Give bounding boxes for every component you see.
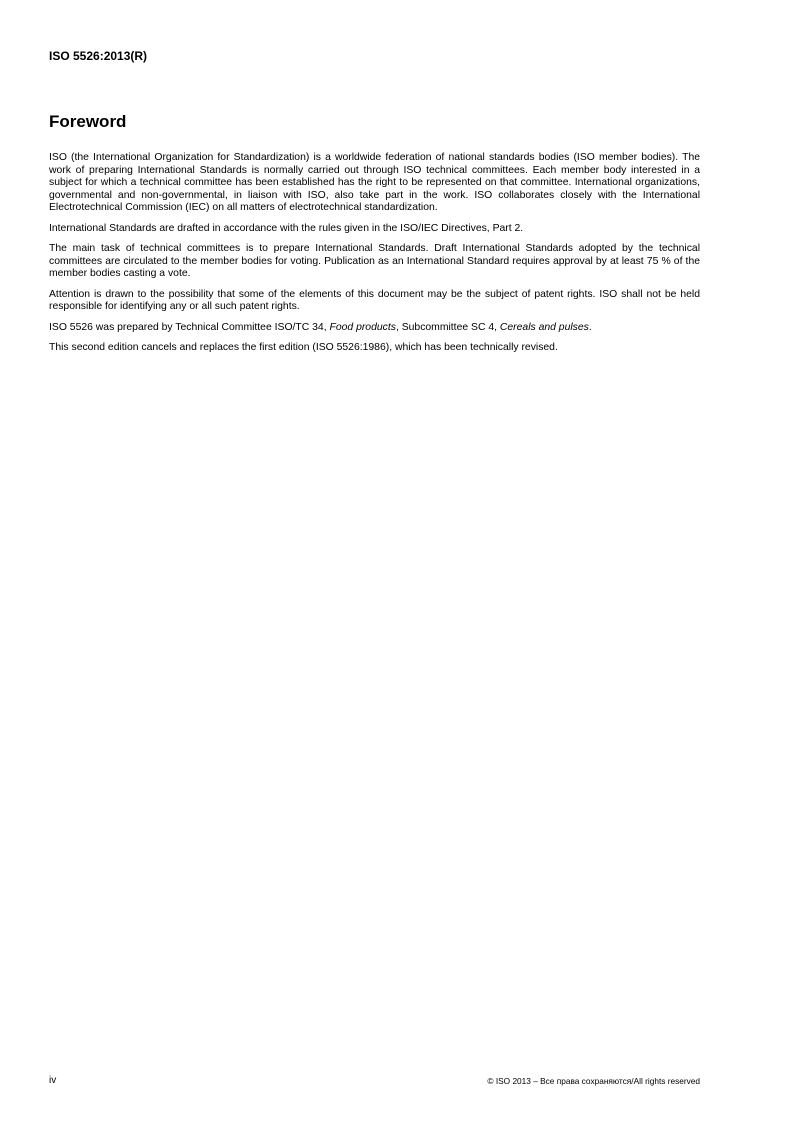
- foreword-body: [49, 152, 700, 363]
- page-number: iv: [49, 1075, 57, 1086]
- paragraph-edition: This second edition cancels and replaces the first edition (ISO 5526:1986), which has been technically revised.: [49, 342, 558, 353]
- copyright-notice: © ISO 2013 – Все права сохраняются/All rights reserved: [487, 1076, 700, 1086]
- prepared-by-prefix: ISO 5526 was prepared by Technical Committee ISO/TC 34,: [49, 321, 330, 333]
- paragraph-directives: International Standards are drafted in accordance with the rules given in the ISO/IEC Directives, Part 2.: [49, 222, 524, 234]
- paragraph-prepared-by: [49, 322, 700, 335]
- prepared-by-suffix: .: [588, 321, 592, 333]
- paragraph-technical-committees: The main task of technical committees is to prepare International Standards. Draft International Standards adopted by the technical committees are circulated to the member bodies for voting. Publication as an International Standard requires approval by at least 75 % of the member bodies casting a vote.: [49, 243, 700, 279]
- subcommittee-name: Cereals and pulses: [499, 321, 589, 333]
- prepared-by-middle: , Subcommittee SC 4,: [395, 321, 500, 333]
- committee-name: Food products: [329, 321, 396, 333]
- foreword-heading: Foreword: [49, 112, 127, 131]
- paragraph-patent-rights: Attention is drawn to the possibility that some of the elements of this document may be the subject of patent rights. ISO shall not be held responsible for identifying any or all such patent rights.: [49, 288, 700, 312]
- document-id: ISO 5526:2013(R): [49, 49, 148, 63]
- paragraph-iso-intro: ISO (the International Organization for Standardization) is a worldwide federation of national standards bodies (ISO member bodies). The work of preparing International Standards is normally carried out through ISO technical committees. Each member body interested in a subject for which a technical committee has been established has the right to be represented on that committee. International organizations, governmental and non-governmental, in liaison with ISO, also take part in the work. ISO collaborates closely with the International Electrotechnical Commission (IEC) on all matters of electrotechnical standardization.: [49, 152, 700, 213]
